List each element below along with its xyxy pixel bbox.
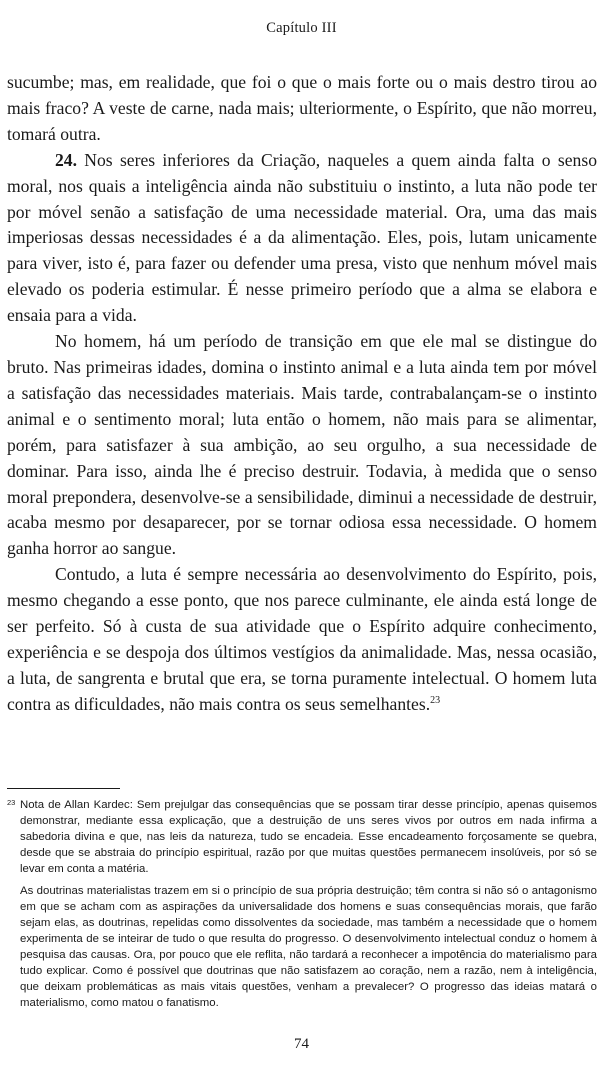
- footnote-23: [7, 797, 597, 877]
- main-text: [7, 70, 597, 718]
- paragraph-no-homem: [7, 329, 597, 562]
- page-number: 74: [294, 1036, 309, 1052]
- paragraph-text: Nos seres inferiores da Criação, naqueles a quem ainda falta o senso moral, nos quais a inteligência ainda não substituiu o instinto, a luta não pode ter por móvel senão a satisfação de uma necessidade material. Ora, uma das mais imperiosas dessas necessidades é a da alimentação. Eles, pois, lutam unicamente para viver, isto é, para fazer ou defender uma presa, visto que nenhum móvel mais elevado os poderia estimular. É nesse primeiro período que a alma se elabora e ensaia para a vida.: [7, 149, 597, 326]
- item-number: 24.: [55, 149, 77, 170]
- footnote-23-continuation: [7, 883, 597, 1011]
- footnote-text: Nota de Allan Kardec: Sem prejulgar das consequências que se possam tirar desse princípio, apenas quisemos demonstrar, mediante essa explicação, que a destruição de uns seres vivos por outros em nada infirma a sabedoria divina e que, nas leis da natureza, tudo se encadeia. Esse encadeamento forçosamente se quebra, desde que se abstraia do princípio espiritual, razão por que muitas questões permanecem insolúveis, por só se levar em conta a matéria.: [20, 799, 597, 875]
- footnote-separator: [7, 788, 120, 789]
- paragraph-continuation: [7, 70, 597, 148]
- paragraph-text: sucumbe; mas, em realidade, que foi o que o mais forte ou o mais destro tirou ao mais fraco? A veste de carne, nada mais; ulteriormente, o Espírito, que não morreu, tomará outra.: [7, 72, 597, 144]
- paragraph-contudo: [7, 562, 597, 717]
- running-header: Capítulo III: [266, 20, 337, 36]
- footnote-text: As doutrinas materialistas trazem em si o princípio de sua própria destruição; têm contra si não só o antagonismo em que se acham com as aspirações da universalidade dos homens e suas consequências morais, que farão sejam elas, as doutrinas, repelidas como dissolventes da sociedade, mas também a necessidade que o homem experimenta de se inteirar de tudo o que resulta do progresso. O desenvolvimento intelectual conduz o homem à pesquisa das causas. Ora, por pouco que ele reflita, não tardará a reconhecer a impotência do materialismo para tudo explicar. Como é possível que doutrinas que não satisfazem ao coração, nem a razão, nem à inteligência, que deixam problemáticas as mais vitais questões, venham a prevalecer? O progresso das ideias matará o materialismo, como matou o fanatismo.: [20, 885, 597, 1009]
- footnote-marker: 23: [7, 798, 16, 807]
- footnotes: [7, 797, 597, 1017]
- paragraph-24: [7, 148, 597, 329]
- paragraph-text: No homem, há um período de transição em que ele mal se distingue do bruto. Nas primeiras idades, domina o instinto animal e a luta ainda tem por móvel a satisfação das necessidades materiais. Mais tarde, contrabalançam-se o instinto animal e o sentimento moral; luta então o homem, não mais para se alimentar, porém, para satisfazer à sua ambição, ao seu orgulho, a sua necessidade de dominar. Para isso, ainda lhe é preciso destruir. Todavia, à medida que o senso moral prepondera, desenvolve-se a sensibilidade, diminui a necessidade de destruir, acaba mesmo por desaparecer, por se tornar odiosa essa necessidade. O homem ganha horror ao sangue.: [7, 331, 597, 559]
- paragraph-text: Contudo, a luta é sempre necessária ao desenvolvimento do Espírito, pois, mesmo chegando a esse ponto, que nos parece culminante, ele ainda está longe de ser perfeito. Só à custa de sua atividade que o Espírito adquire conhecimento, experiência e se despoja dos últimos vestígios da animalidade. Mas, nessa ocasião, a luta, de sangrenta e brutal que era, se torna puramente intelectual. O homem luta contra as dificuldades, não mais contra os seus semelhantes.: [7, 564, 597, 714]
- footnote-reference[interactable]: 23: [430, 694, 441, 706]
